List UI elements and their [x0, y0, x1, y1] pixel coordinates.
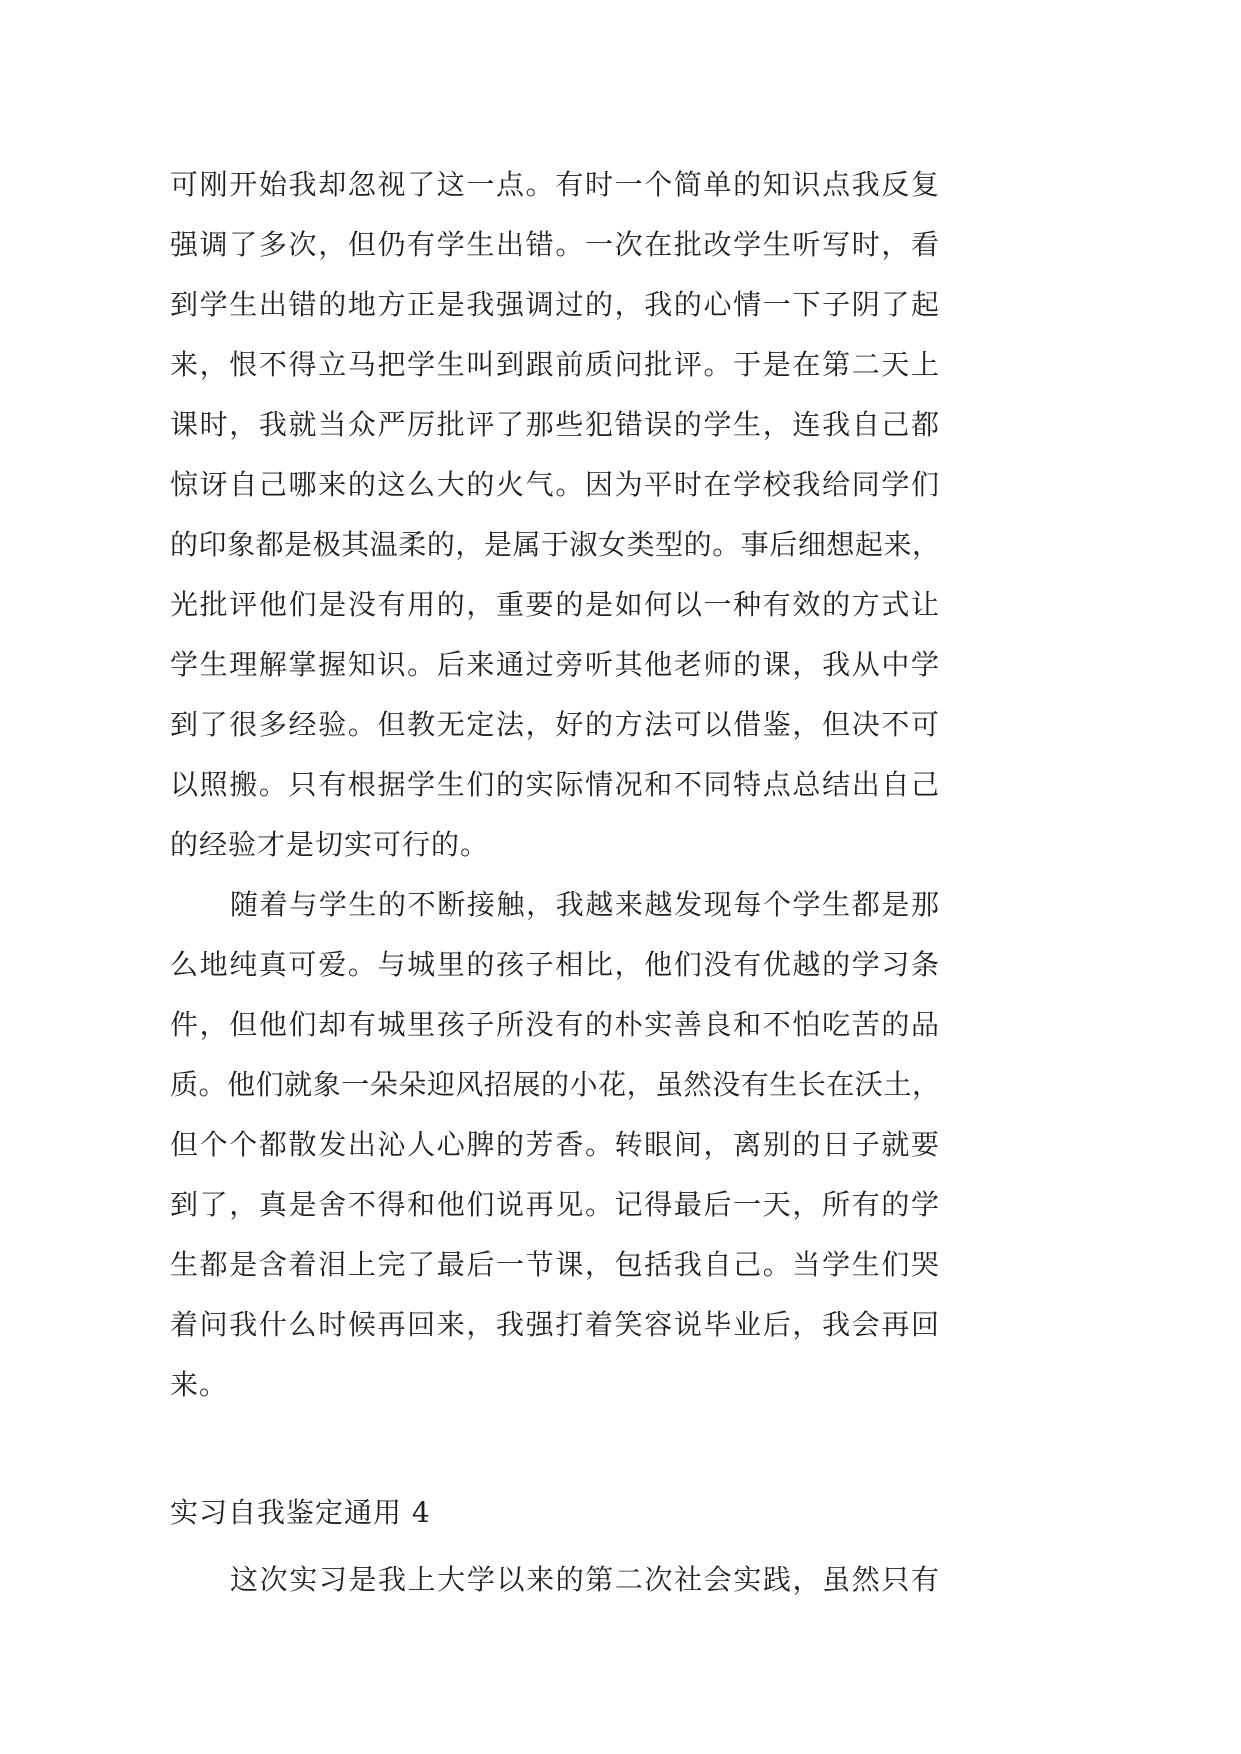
text-line: 的经验才是切实可行的。 [170, 828, 490, 861]
text-line: 件，但他们却有城里孩子所没有的朴实善良和不怕吃苦的品 [170, 1008, 940, 1041]
text-line: 但个个都散发出沁人心脾的芳香。转眼间，离别的日子就要 [170, 1128, 940, 1161]
text-line: 到了，真是舍不得和他们说再见。记得最后一天，所有的学 [170, 1188, 940, 1221]
text-line: 随着与学生的不断接触，我越来越发现每个学生都是那 [230, 888, 940, 921]
section-heading: 实习自我鉴定通用 4 [170, 1496, 431, 1529]
text-line: 课时，我就当众严厉批评了那些犯错误的学生，连我自己都 [170, 408, 940, 441]
text-line: 这次实习是我上大学以来的第二次社会实践，虽然只有 [230, 1563, 940, 1596]
text-line: 生都是含着泪上完了最后一节课，包括我自己。当学生们哭 [170, 1248, 940, 1281]
paragraph [170, 1550, 940, 1610]
text-line: 可刚开始我却忽视了这一点。有时一个简单的知识点我反复 [170, 168, 940, 201]
text-line: 以照搬。只有根据学生们的实际情况和不同特点总结出自己 [170, 768, 940, 801]
text-line: 着问我什么时候再回来，我强打着笑容说毕业后，我会再回 [170, 1308, 940, 1341]
document-body [170, 155, 940, 1610]
text-line: 光批评他们是没有用的，重要的是如何以一种有效的方式让 [170, 588, 940, 621]
text-line: 到学生出错的地方正是我强调过的，我的心情一下子阴了起 [170, 288, 940, 321]
text-line: 么地纯真可爱。与城里的孩子相比，他们没有优越的学习条 [170, 948, 940, 981]
paragraph [170, 875, 940, 1415]
text-line: 来，恨不得立马把学生叫到跟前质问批评。于是在第二天上 [170, 348, 940, 381]
text-line: 的印象都是极其温柔的，是属于淑女类型的。事后细想起来， [170, 528, 940, 561]
paragraph [170, 155, 940, 875]
text-line: 学生理解掌握知识。后来通过旁听其他老师的课，我从中学 [170, 648, 940, 681]
text-line: 强调了多次，但仍有学生出错。一次在批改学生听写时，看 [170, 228, 940, 261]
text-line: 惊讶自己哪来的这么大的火气。因为平时在学校我给同学们 [170, 468, 940, 501]
text-line: 到了很多经验。但教无定法，好的方法可以借鉴，但决不可 [170, 708, 940, 741]
text-line: 来。 [170, 1368, 229, 1401]
text-line: 质。他们就象一朵朵迎风招展的小花，虽然没有生长在沃土， [170, 1068, 940, 1101]
